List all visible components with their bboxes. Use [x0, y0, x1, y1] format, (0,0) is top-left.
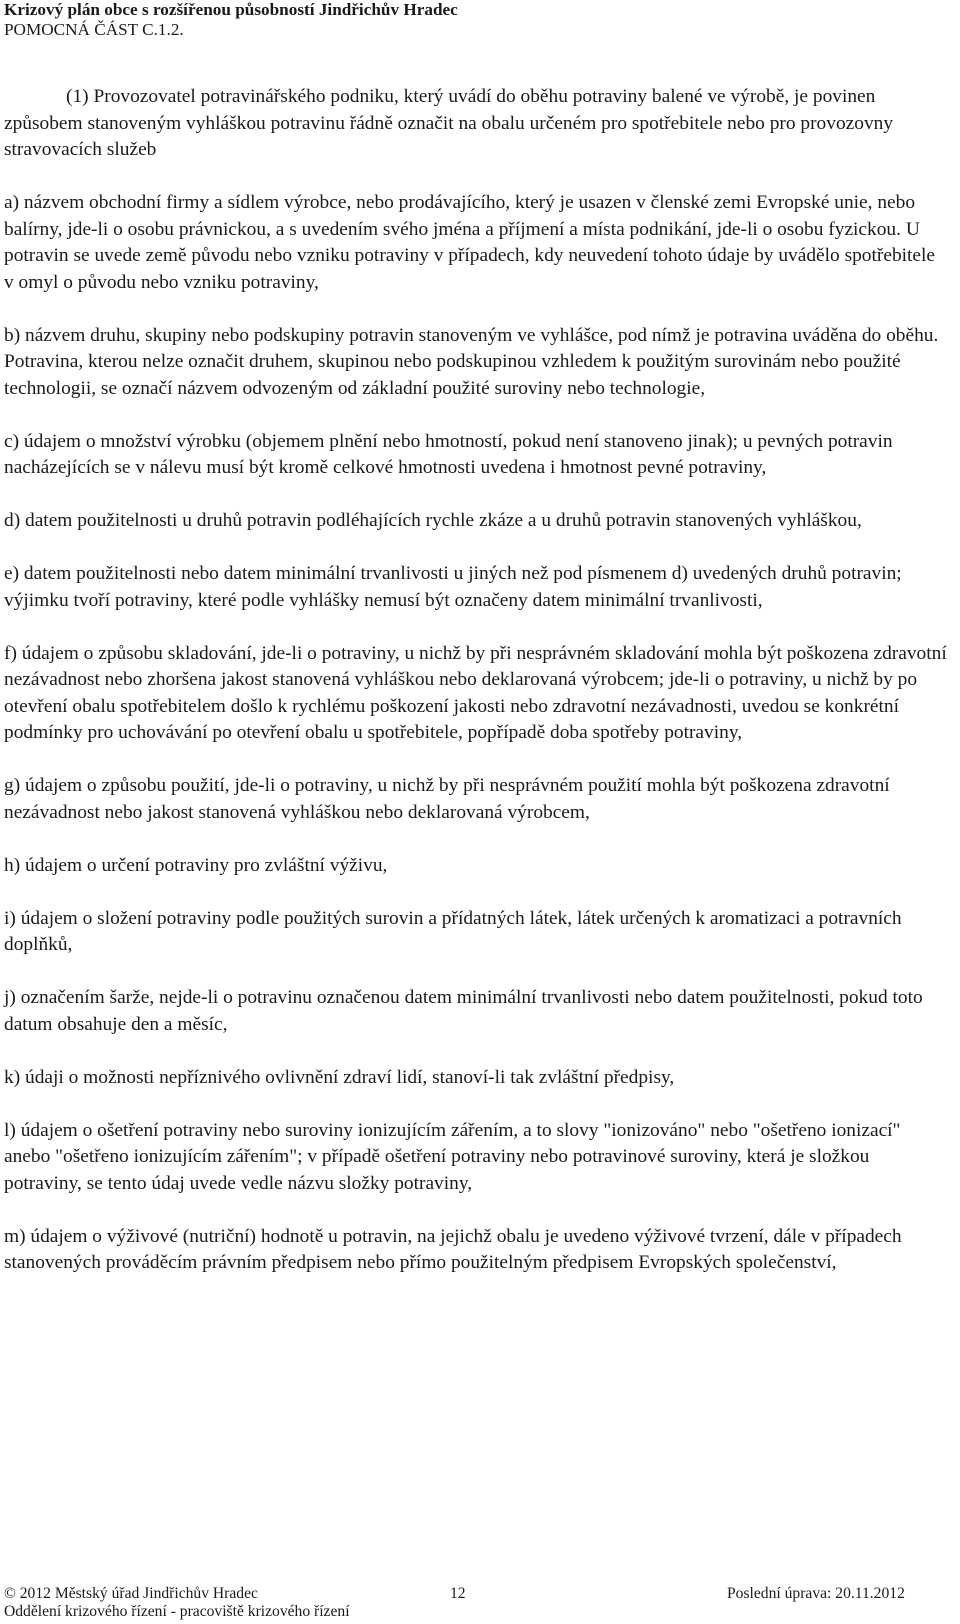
- page-footer: [4, 1585, 948, 1621]
- paragraph-item-h: h) údajem o určení potraviny pro zvláštní výživu,: [4, 854, 388, 876]
- document-title: Krizový plán obce s rozšířenou působností Jindřichův Hradec: [4, 0, 458, 19]
- page-header: [4, 0, 944, 40]
- paragraph-item-i: i) údajem o složení potraviny podle použitých surovin a přídatných látek, látek určených k aromatizaci a potravních doplňků,: [4, 907, 902, 955]
- paragraph-item-m: m) údajem o výživové (nutriční) hodnotě u potravin, na jejichž obalu je uvedeno výživové tvrzení, dále v případech stanovených prováděcím právním předpisem nebo přímo použitelným předpisem Evropských společenství,: [4, 1225, 902, 1273]
- footer-copyright: © 2012 Městský úřad Jindřichův Hradec: [4, 1585, 258, 1602]
- paragraph-item-e: e) datem použitelnosti nebo datem minimální trvanlivosti u jiných než pod písmenem d) uvedených druhů potravin; výjimku tvoří potraviny, které podle vyhlášky nemusí být označeny datem minimální trvanlivosti,: [4, 563, 902, 611]
- paragraph-item-l: l) údajem o ošetření potraviny nebo suroviny ionizujícím zářením, a to slovy "ionizováno" nebo "ošetřeno ionizací" anebo "ošetřeno ionizujícím zářením"; v případě ošetření potraviny nebo potravinové suroviny, která je složkou potraviny, se tento údaj uvede vedle názvu složky potraviny,: [4, 1119, 901, 1194]
- paragraph-item-b: b) názvem druhu, skupiny nebo podskupiny potravin stanoveným ve vyhlášce, pod nímž je potravina uváděna do oběhu. Potravina, kterou nelze označit druhem, skupinou nebo podskupinou vzhledem k použitým surovinám nebo použité technologii, se označí názvem odvozeným od základní použité suroviny nebo technologie,: [4, 324, 939, 399]
- document-section: POMOCNÁ ČÁST C.1.2.: [4, 20, 184, 39]
- footer-row: [4, 1585, 948, 1603]
- paragraph-item-f: f) údajem o způsobu skladování, jde-li o potraviny, u nichž by při nesprávném skladování mohla být poškozena zdravotní nezávadnost nebo zhoršena jakost stanovená vyhláškou nebo deklarovaná výrobcem; jde-li o potraviny, u nichž by po otevření obalu spotřebitelem došlo k rychlému poškození jakosti nebo zdravotní nezávadnosti, uvedou se konkrétní podmínky pro uchovávání po otevření obalu u spotřebitele, popřípadě doba spotřeby potraviny,: [4, 642, 947, 743]
- page-number: 12: [450, 1585, 466, 1602]
- paragraph-item-j: j) označením šarže, nejde-li o potravinu označenou datem minimální trvanlivosti nebo datem použitelnosti, pokud toto datum obsahuje den a měsíc,: [4, 987, 923, 1035]
- paragraph-intro: (1) Provozovatel potravinářského podniku, který uvádí do oběhu potraviny balené ve výrobě, je povinen způsobem stanoveným vyhláškou potravinu řádně označit na obalu určeném pro spotřebitele nebo pro provozovny stravovacích služeb: [4, 86, 894, 160]
- document-body: [4, 84, 948, 1303]
- footer-last-edit: Poslední úprava: 20.11.2012: [727, 1585, 905, 1602]
- paragraph-item-k: k) údaji o možnosti nepříznivého ovlivnění zdraví lidí, stanoví-li tak zvláštní předpisy,: [4, 1066, 675, 1088]
- paragraph-item-a: a) názvem obchodní firmy a sídlem výrobce, nebo prodávajícího, který je usazen v členské zemi Evropské unie, nebo balírny, jde-li o osobu právnickou, a s uvedením svého jména a příjmení a místa podnikání, jde-li o osobu fyzickou. U potravin se uvede země původu nebo vzniku potraviny v případech, kdy neuvedení tohoto údaje by uvádělo spotřebitele v omyl o původu nebo vzniku potraviny,: [4, 192, 936, 293]
- paragraph-item-c: c) údajem o množství výrobku (objemem plnění nebo hmotností, pokud není stanoveno jinak); u pevných potravin nacházejících se v nálevu musí být kromě celkové hmotnosti uvedena i hmotnost pevné potraviny,: [4, 430, 893, 478]
- paragraph-item-d: d) datem použitelnosti u druhů potravin podléhajících rychle zkáze a u druhů potravin stanovených vyhláškou,: [4, 510, 862, 531]
- footer-department: Oddělení krizového řízení - pracoviště krizového řízení: [4, 1603, 350, 1620]
- paragraph-item-g: g) údajem o způsobu použití, jde-li o potraviny, u nichž by při nesprávném použití mohla být poškozena zdravotní nezávadnost nebo jakost stanovená vyhláškou nebo deklarovaná výrobcem,: [4, 775, 890, 823]
